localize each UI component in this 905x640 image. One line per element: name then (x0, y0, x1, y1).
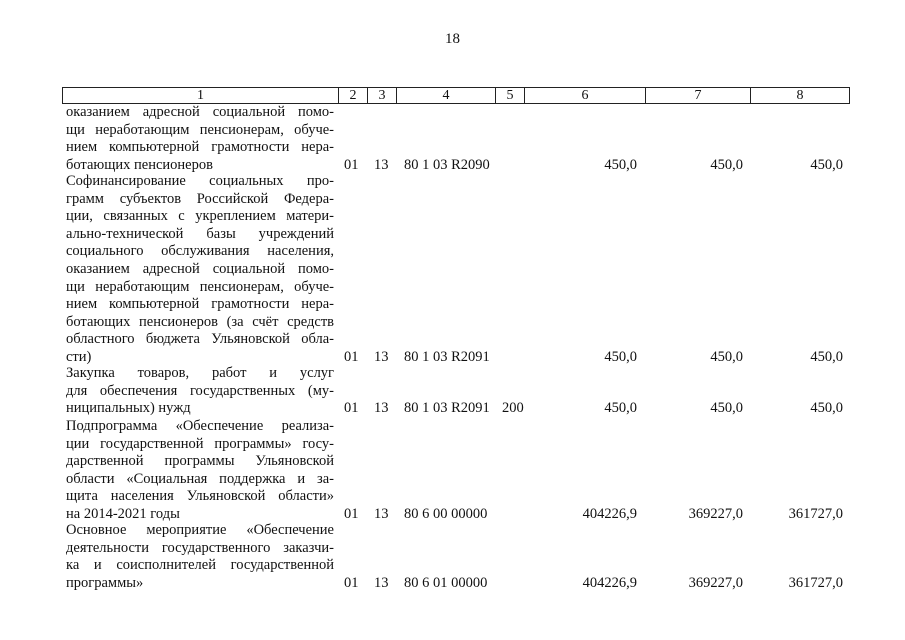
column-header-6: 6 (525, 88, 646, 104)
description-line: ботающих пенсионеров (66, 156, 213, 173)
column-header-7: 7 (646, 88, 751, 104)
cell-col-8: 361727,0 (788, 506, 843, 522)
cell-col-2: 01 (344, 506, 359, 522)
cell-col-3: 13 (374, 400, 389, 417)
description-line: оказанием адресной социальной помо- (66, 260, 334, 277)
description-line: на 2014-2021 годы (66, 505, 180, 522)
cell-col-7: 369227,0 (688, 574, 743, 591)
cell-col-2: 01 (344, 400, 359, 417)
description-line: грамм субъектов Российской Федера- (66, 190, 334, 207)
column-header-3: 3 (368, 88, 397, 104)
description-line: щи неработающим пенсионерам, обуче- (66, 278, 334, 295)
row-description (66, 365, 334, 418)
description-line: Софинансирование социальных про- (66, 173, 334, 189)
cell-col-7: 369227,0 (688, 506, 743, 522)
column-header-2: 2 (339, 88, 368, 104)
cell-col-6: 404226,9 (582, 506, 637, 522)
cell-col-7: 450,0 (710, 400, 743, 417)
description-line: программы» (66, 574, 144, 591)
description-line: Основное мероприятие «Обеспечение (66, 522, 334, 538)
description-line: ка и соисполнителей государственной (66, 557, 334, 574)
cell-col-5: 200 (502, 400, 524, 417)
description-line: ально-технической базы учреждений (66, 225, 334, 242)
description-line: Закупка товаров, работ и услуг (66, 365, 334, 381)
row-description (66, 173, 334, 367)
cell-col-3: 13 (374, 506, 389, 522)
column-header-4: 4 (397, 88, 496, 104)
cell-col-8: 450,0 (810, 349, 843, 365)
description-line: ции, связанных с укреплением матери- (66, 208, 334, 225)
cell-col-3: 13 (374, 574, 389, 591)
row-description (66, 104, 334, 174)
description-line: сти) (66, 348, 92, 365)
description-line: Подпрограмма «Обеспечение реализа- (66, 418, 334, 434)
row-description (66, 418, 334, 524)
cell-col-7: 450,0 (710, 156, 743, 173)
row-description (66, 522, 334, 592)
cell-col-2: 01 (344, 574, 359, 591)
description-line: щита населения Ульяновской области» (66, 488, 334, 505)
cell-col-4: 80 6 00 00000 (404, 506, 488, 522)
description-line: нием компьютерной грамотности нера- (66, 139, 334, 156)
column-header-8: 8 (751, 88, 850, 104)
cell-col-8: 450,0 (810, 400, 843, 417)
description-line: деятельности государственного заказчи- (66, 539, 334, 556)
cell-col-6: 450,0 (604, 400, 637, 417)
cell-col-2: 01 (344, 156, 359, 173)
cell-col-4: 80 1 03 R2090 (404, 156, 490, 173)
cell-col-6: 450,0 (604, 156, 637, 173)
cell-col-7: 450,0 (710, 349, 743, 365)
cell-col-3: 13 (374, 156, 389, 173)
column-header-1: 1 (63, 88, 339, 104)
description-line: нием компьютерной грамотности нера- (66, 296, 334, 313)
column-header-row (63, 88, 850, 104)
description-line: области «Социальная поддержка и за- (66, 470, 334, 487)
description-line: оказанием адресной социальной помо- (66, 104, 334, 120)
cell-col-8: 361727,0 (788, 574, 843, 591)
description-line: щи неработающим пенсионерам, обуче- (66, 121, 334, 138)
page-number: 18 (445, 31, 460, 47)
description-line: для обеспечения государственных (му- (66, 382, 334, 399)
cell-col-8: 450,0 (810, 156, 843, 173)
description-line: социального обслуживания населения, (66, 243, 334, 260)
description-line: ниципальных) нужд (66, 400, 191, 417)
column-header-5: 5 (496, 88, 525, 104)
cell-col-6: 404226,9 (582, 574, 637, 591)
cell-col-4: 80 6 01 00000 (404, 574, 488, 591)
cell-col-3: 13 (374, 349, 389, 365)
description-line: ции государственной программы» госу- (66, 435, 334, 452)
cell-col-4: 80 1 03 R2091 (404, 400, 490, 417)
description-line: ботающих пенсионеров (за счёт средств (66, 313, 334, 330)
column-header-table (62, 87, 850, 104)
cell-col-4: 80 1 03 R2091 (404, 349, 490, 365)
description-line: областного бюджета Ульяновской обла- (66, 331, 334, 348)
cell-col-2: 01 (344, 349, 359, 365)
cell-col-6: 450,0 (604, 349, 637, 365)
description-line: дарственной программы Ульяновской (66, 453, 334, 470)
